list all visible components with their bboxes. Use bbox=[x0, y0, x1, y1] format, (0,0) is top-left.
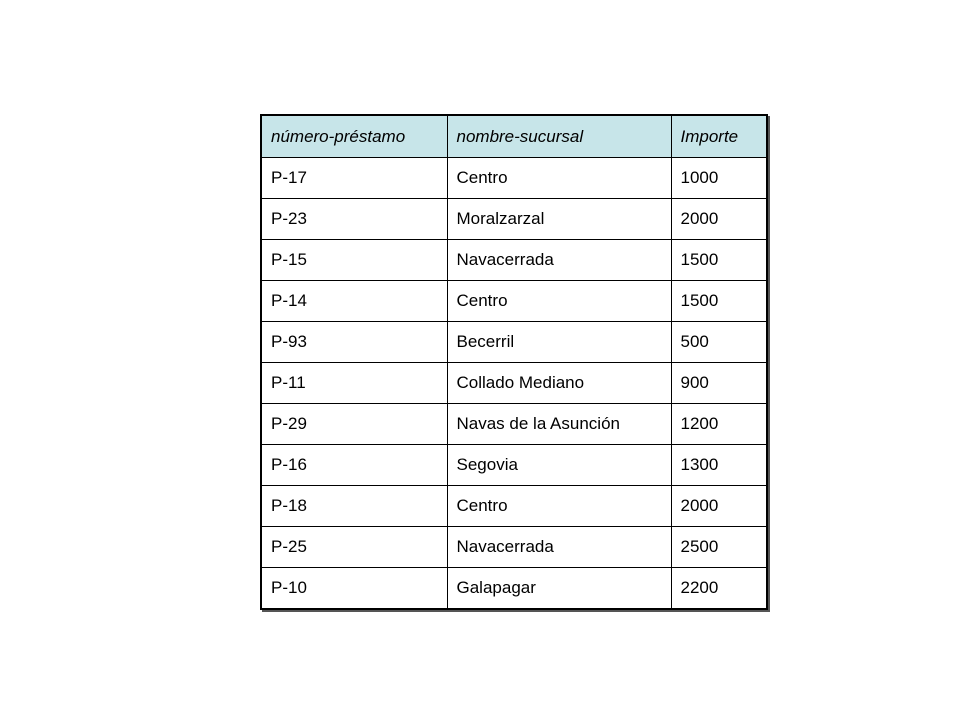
cell-numero-prestamo: P-29 bbox=[261, 404, 447, 445]
cell-nombre-sucursal: Centro bbox=[447, 486, 671, 527]
cell-importe: 2500 bbox=[671, 527, 767, 568]
column-header-numero-prestamo: número-préstamo bbox=[261, 115, 447, 158]
cell-importe: 2000 bbox=[671, 199, 767, 240]
cell-nombre-sucursal: Centro bbox=[447, 281, 671, 322]
table-row bbox=[261, 240, 767, 281]
table-row bbox=[261, 281, 767, 322]
table-row bbox=[261, 322, 767, 363]
cell-nombre-sucursal: Galapagar bbox=[447, 568, 671, 610]
cell-numero-prestamo: P-93 bbox=[261, 322, 447, 363]
cell-numero-prestamo: P-11 bbox=[261, 363, 447, 404]
table-row bbox=[261, 486, 767, 527]
cell-importe: 1500 bbox=[671, 240, 767, 281]
cell-importe: 1500 bbox=[671, 281, 767, 322]
cell-importe: 1300 bbox=[671, 445, 767, 486]
cell-importe: 500 bbox=[671, 322, 767, 363]
table-header-row bbox=[261, 115, 767, 158]
cell-numero-prestamo: P-23 bbox=[261, 199, 447, 240]
cell-nombre-sucursal: Moralzarzal bbox=[447, 199, 671, 240]
cell-importe: 2000 bbox=[671, 486, 767, 527]
cell-numero-prestamo: P-17 bbox=[261, 158, 447, 199]
table-body bbox=[261, 158, 767, 610]
cell-importe: 900 bbox=[671, 363, 767, 404]
cell-importe: 1200 bbox=[671, 404, 767, 445]
cell-numero-prestamo: P-14 bbox=[261, 281, 447, 322]
table-row bbox=[261, 158, 767, 199]
cell-nombre-sucursal: Segovia bbox=[447, 445, 671, 486]
cell-numero-prestamo: P-18 bbox=[261, 486, 447, 527]
cell-numero-prestamo: P-25 bbox=[261, 527, 447, 568]
cell-nombre-sucursal: Navacerrada bbox=[447, 240, 671, 281]
cell-numero-prestamo: P-15 bbox=[261, 240, 447, 281]
cell-nombre-sucursal: Collado Mediano bbox=[447, 363, 671, 404]
table-row bbox=[261, 568, 767, 610]
cell-importe: 2200 bbox=[671, 568, 767, 610]
cell-numero-prestamo: P-10 bbox=[261, 568, 447, 610]
cell-nombre-sucursal: Navas de la Asunción bbox=[447, 404, 671, 445]
column-header-nombre-sucursal: nombre-sucursal bbox=[447, 115, 671, 158]
table-row bbox=[261, 363, 767, 404]
table-row bbox=[261, 527, 767, 568]
table-row bbox=[261, 199, 767, 240]
cell-nombre-sucursal: Becerril bbox=[447, 322, 671, 363]
loan-table bbox=[260, 114, 768, 610]
cell-nombre-sucursal: Centro bbox=[447, 158, 671, 199]
cell-numero-prestamo: P-16 bbox=[261, 445, 447, 486]
cell-importe: 1000 bbox=[671, 158, 767, 199]
table-row bbox=[261, 445, 767, 486]
cell-nombre-sucursal: Navacerrada bbox=[447, 527, 671, 568]
column-header-importe: Importe bbox=[671, 115, 767, 158]
table-row bbox=[261, 404, 767, 445]
